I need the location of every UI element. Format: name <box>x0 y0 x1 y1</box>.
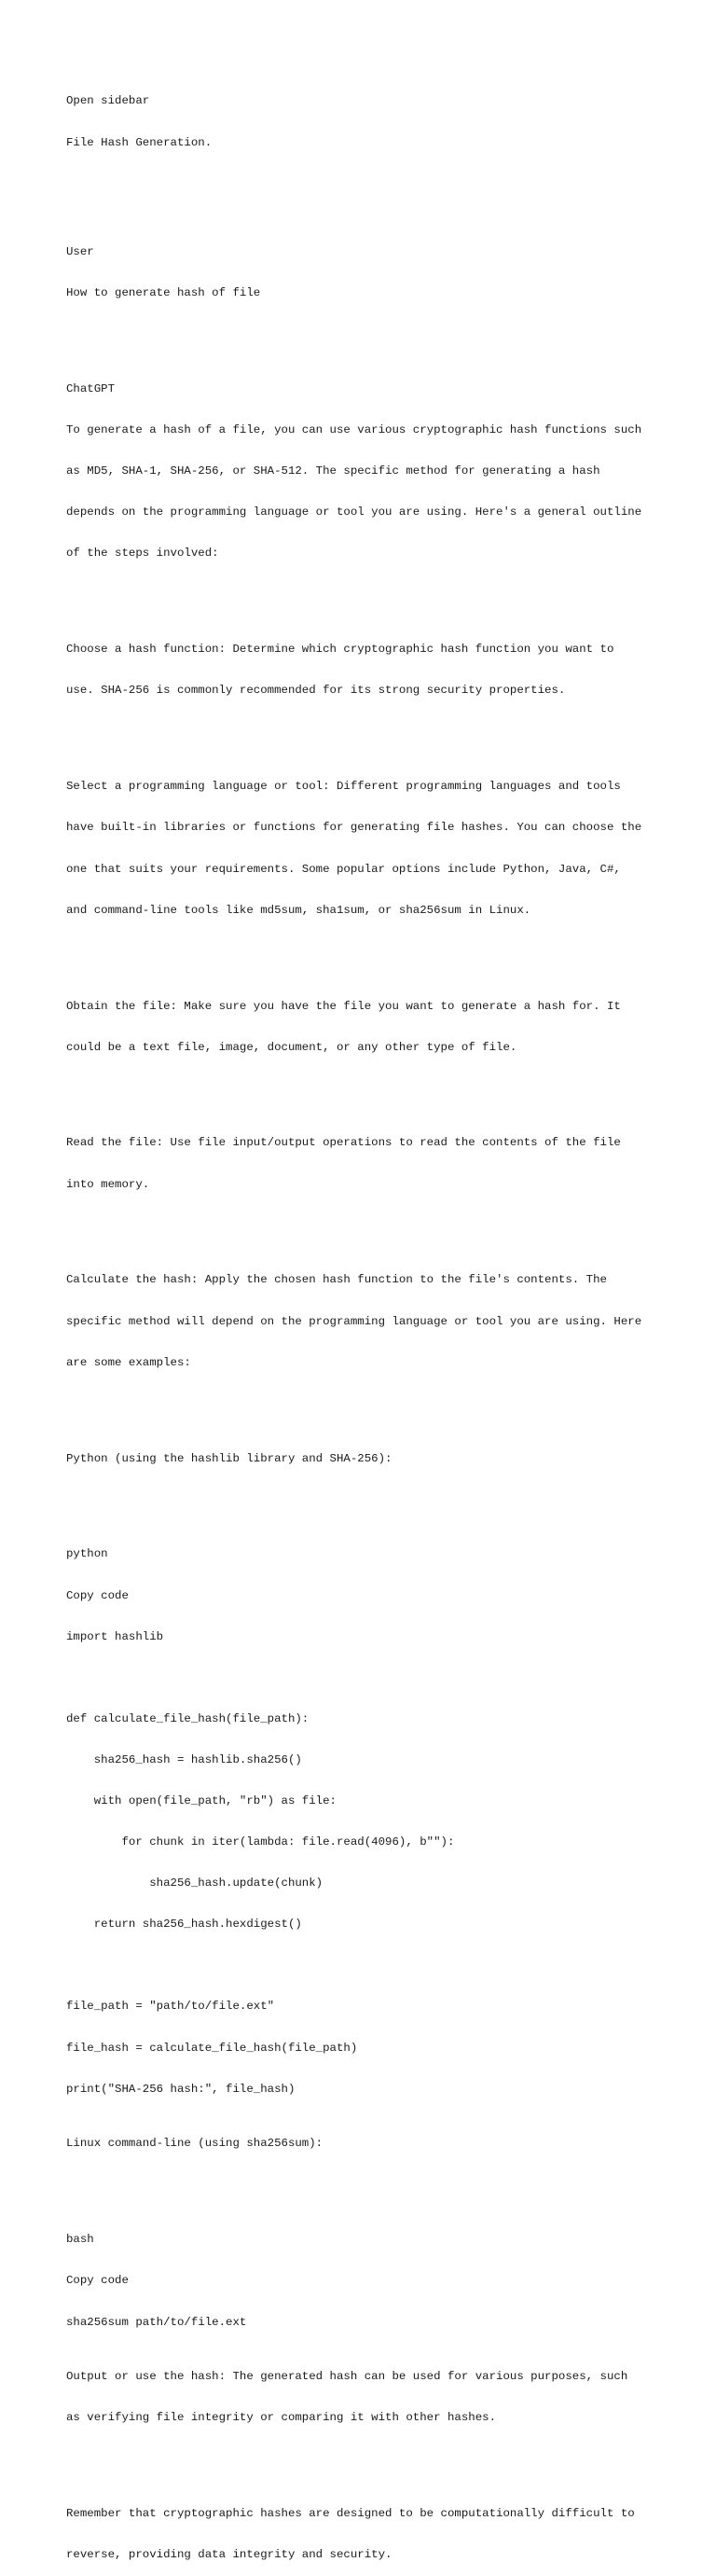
intro-line: depends on the programming language or tool you are using. Here's a general outline <box>66 506 642 519</box>
user-label: User <box>66 245 94 259</box>
code-line: import hashlib <box>66 1629 164 1643</box>
copy-code-button[interactable]: Copy code <box>66 2274 129 2288</box>
step-read-file: into memory. <box>66 1177 150 1191</box>
step-obtain-file: could be a text file, image, document, or any other type of file. <box>66 1040 517 1054</box>
step-obtain-file: Obtain the file: Make sure you have the file you want to generate a hash for. It <box>66 999 621 1013</box>
python-heading: Python (using the hashlib library and SHA-256): <box>66 1451 392 1465</box>
code-line: sha256_hash.update(chunk) <box>66 1877 324 1890</box>
step-calculate-hash: specific method will depend on the programming language or tool you are using. Here <box>66 1314 642 1328</box>
step-choose-hash: Choose a hash function: Determine which cryptographic hash function you want to <box>66 643 614 657</box>
step-select-language: Select a programming language or tool: Different programming languages and tools <box>66 780 621 794</box>
step-calculate-hash: Calculate the hash: Apply the chosen hash function to the file's contents. The <box>66 1273 607 1287</box>
step-output-hash: Output or use the hash: The generated hash can be used for various purposes, such <box>66 2370 628 2384</box>
document-page <box>66 67 700 2576</box>
user-message: How to generate hash of file <box>66 286 261 300</box>
open-sidebar-link[interactable]: Open sidebar <box>66 94 150 108</box>
code-line: for chunk in iter(lambda: file.read(4096), b""): <box>66 1835 455 1849</box>
code-line: def calculate_file_hash(file_path): <box>66 1711 310 1725</box>
copy-code-button[interactable]: Copy code <box>66 1588 129 1602</box>
step-output-hash: as verifying file integrity or comparing it with other hashes. <box>66 2411 497 2425</box>
code-line: sha256sum path/to/file.ext <box>66 2315 247 2329</box>
code-line: file_path = "path/to/file.ext" <box>66 2000 275 2014</box>
step-calculate-hash: are some examples: <box>66 1355 191 1369</box>
step-select-language: have built-in libraries or functions for generating file hashes. You can choose the <box>66 821 642 835</box>
assistant-label: ChatGPT <box>66 382 116 396</box>
closing-note: Remember that cryptographic hashes are designed to be computationally difficult to <box>66 2507 635 2521</box>
step-select-language: and command-line tools like md5sum, sha1sum, or sha256sum in Linux. <box>66 903 531 917</box>
code-line: print("SHA-256 hash:", file_hash) <box>66 2082 296 2096</box>
step-select-language: one that suits your requirements. Some popular options include Python, Java, C#, <box>66 862 621 876</box>
code-language-label: bash <box>66 2233 94 2247</box>
code-line: with open(file_path, "rb") as file: <box>66 1794 337 1807</box>
intro-line: as MD5, SHA-1, SHA-256, or SHA-512. The specific method for generating a hash <box>66 464 600 478</box>
step-read-file: Read the file: Use file input/output operations to read the contents of the file <box>66 1136 621 1150</box>
code-line: return sha256_hash.hexdigest() <box>66 1918 302 1932</box>
closing-note: reverse, providing data integrity and security. <box>66 2548 392 2562</box>
code-line: file_hash = calculate_file_hash(file_path) <box>66 2041 358 2055</box>
code-line: sha256_hash = hashlib.sha256() <box>66 1752 302 1766</box>
intro-line: To generate a hash of a file, you can use various cryptographic hash functions such <box>66 423 642 437</box>
intro-line: of the steps involved: <box>66 547 219 561</box>
linux-heading: Linux command-line (using sha256sum): <box>66 2137 324 2151</box>
page-title: File Hash Generation. <box>66 135 213 149</box>
step-choose-hash: use. SHA-256 is commonly recommended for its strong security properties. <box>66 684 566 698</box>
code-language-label: python <box>66 1547 108 1561</box>
